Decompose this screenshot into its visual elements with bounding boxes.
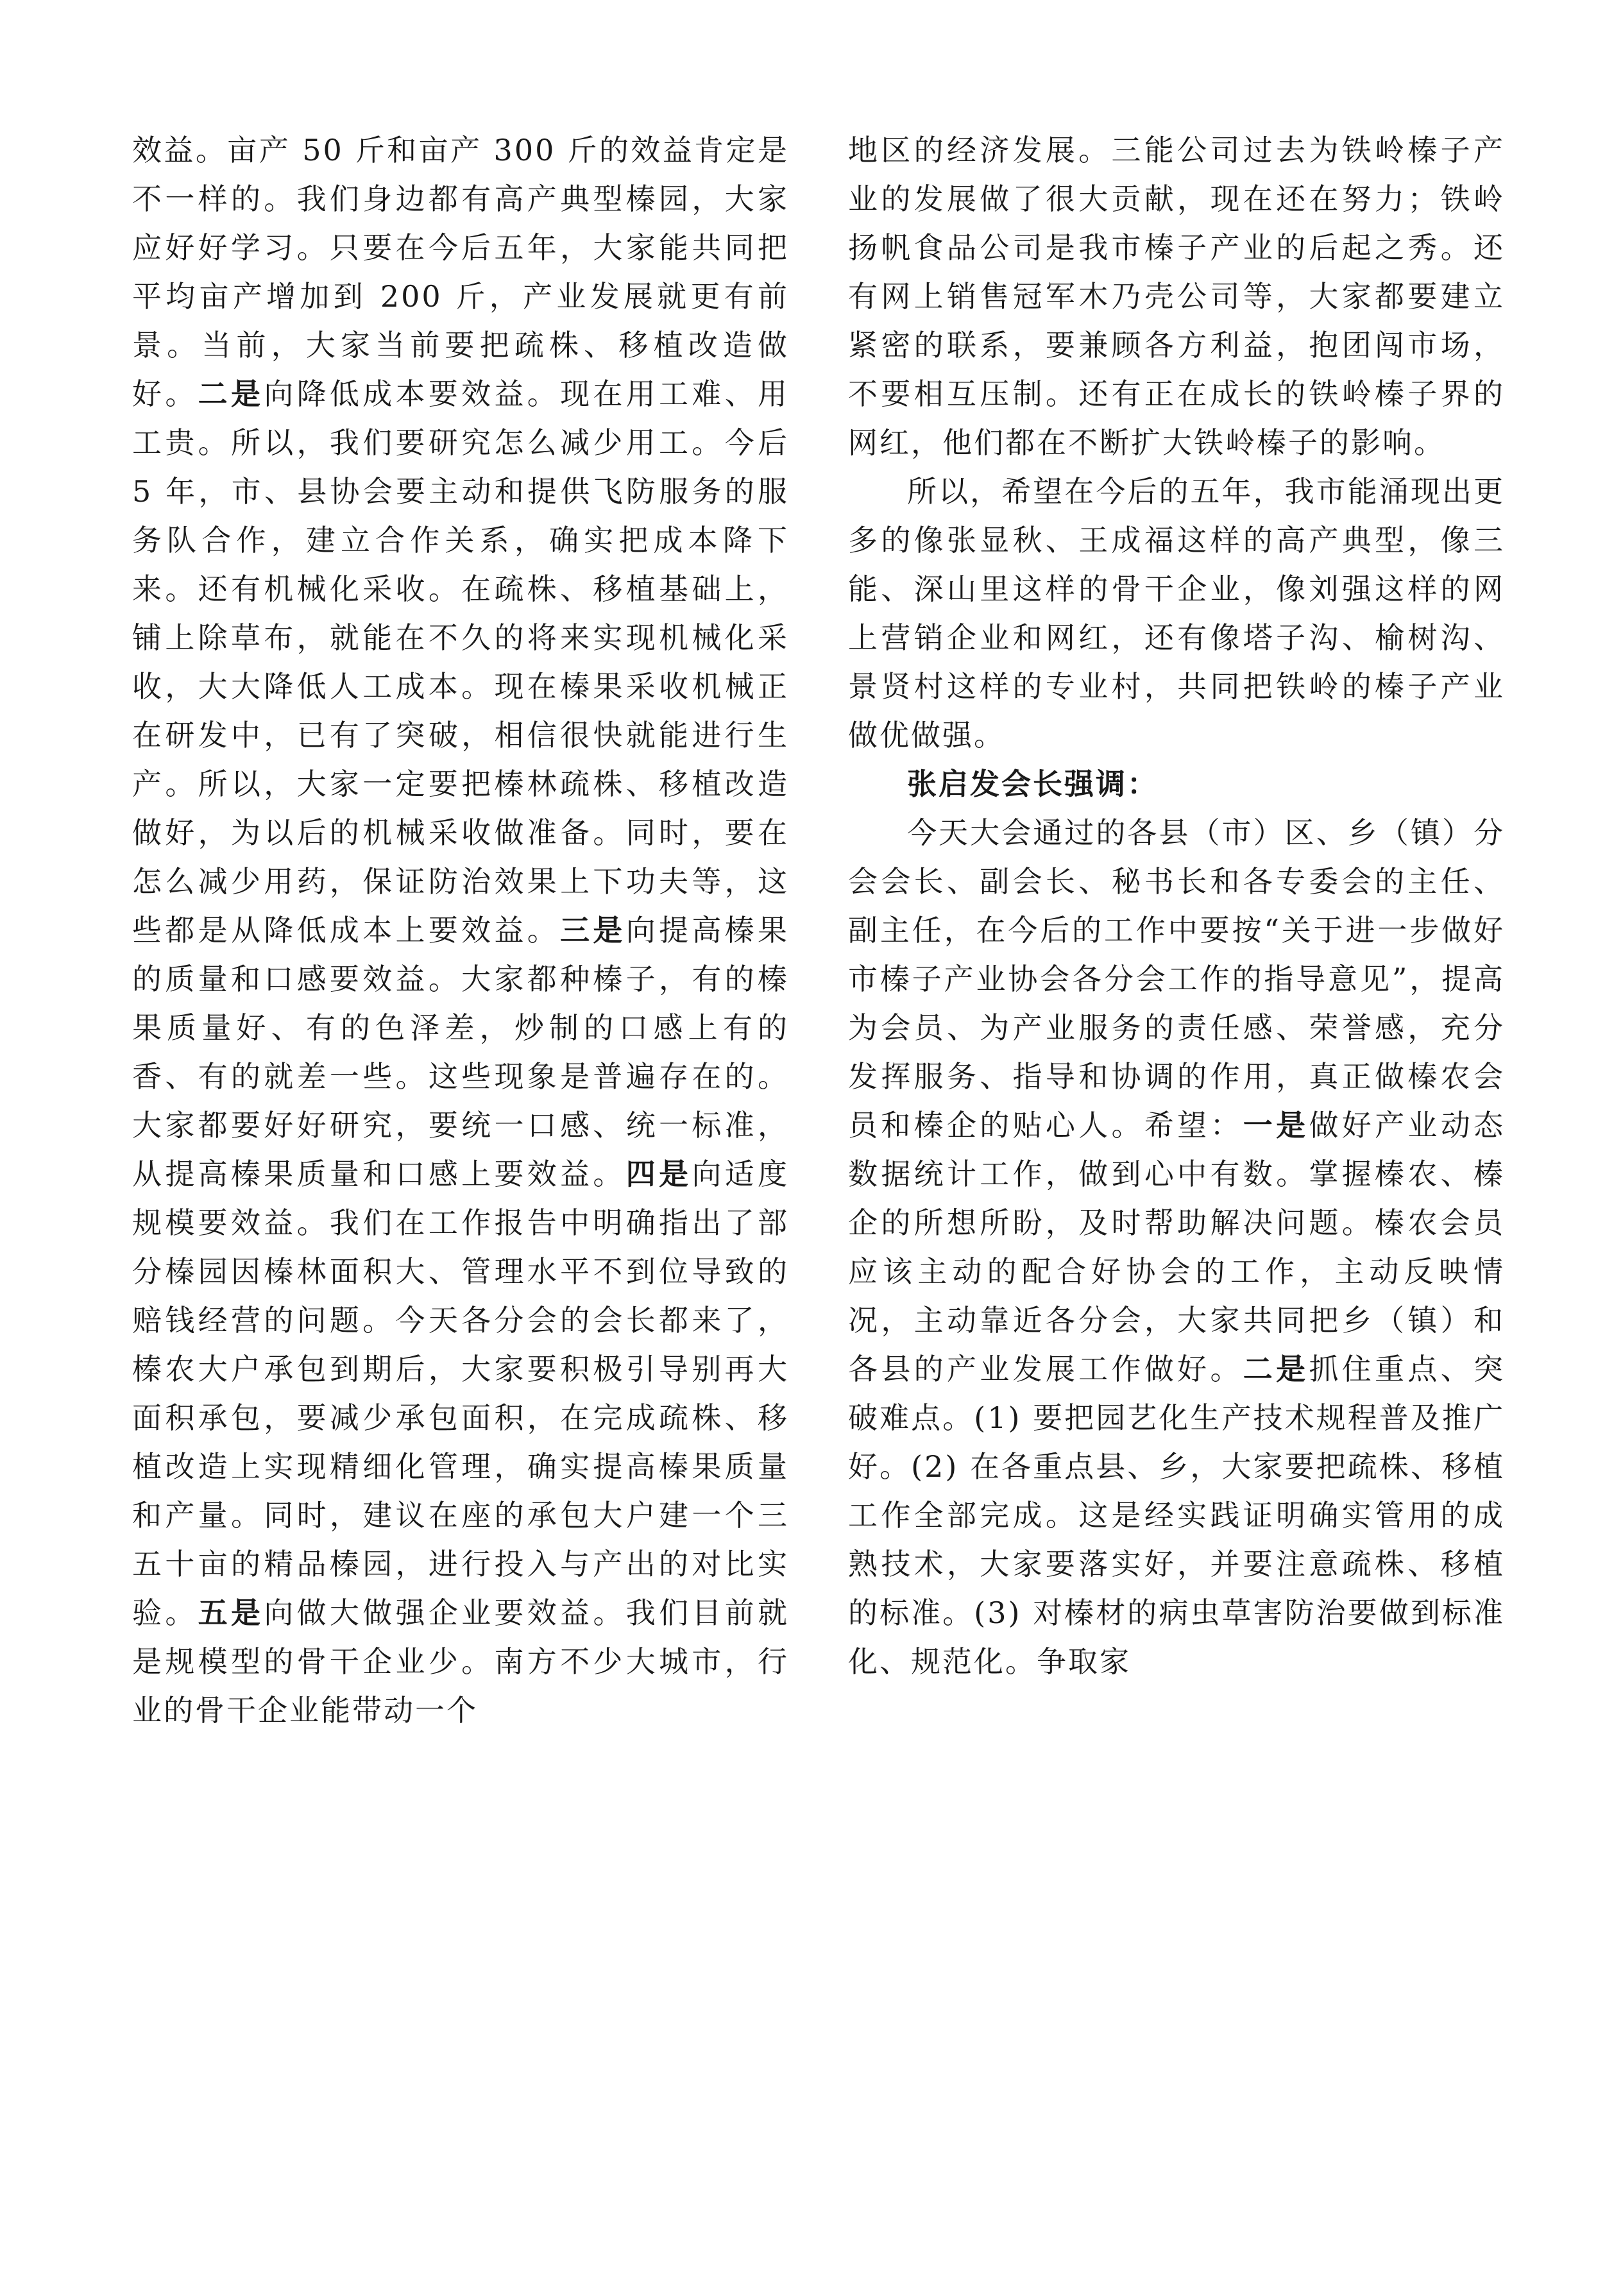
section-heading: 张启发会长强调： [907, 767, 1159, 801]
emphasis-label: 三是 [560, 913, 626, 948]
paragraph: 所以，希望在今后的五年，我市能涌现出更多的像张显秋、王成福这样的高产典型，像三能、深山里这样的骨干企业，像刘强这样的网上营销企业和网红，还有像塔子沟、榆树沟、景贤村这样的专业村，共同把铁岭的榛子产业做优做强。 [848, 474, 1505, 753]
right-column [848, 126, 1505, 1686]
paragraph-text: 效益。亩产 50 斤和亩产 300 斤的效益肯定是不一样的。我们身边都有高产典型榛园，大家应好好学习。只要在今后五年，大家能共同把平均亩产增加到 200 斤，产业发展就更有前景。当前，大家当前要把疏株、移植改造做好。 [132, 133, 789, 411]
emphasis-label: 二是 [198, 377, 264, 411]
paragraph-text: 抓住重点、突破难点。(1) 要把园艺化生产技术规程普及推广好。(2) 在各重点县、乡，大家要把疏株、移植工作全部完成。这是经实践证明确实管用的成熟技术，大家要落实好，并要注意疏株、移植的标准。(3) 对榛材的病虫草害防治要做到标准化、规范化。争取家 [848, 1352, 1506, 1679]
paragraph-text: 做好产业动态数据统计工作，做到心中有数。掌握榛农、榛企的所想所盼，及时帮助解决问题。榛农会员应该主动的配合好协会的工作，主动反映情况，主动靠近各分会，大家共同把乡（镇）和各县的产业发展工作做好。 [848, 1108, 1506, 1386]
paragraph [848, 808, 1505, 1686]
paragraph-text: 向提高榛果的质量和口感要效益。大家都种榛子，有的榛果质量好、有的色泽差，炒制的口感上有的香、有的就差一些。这些现象是普遍存在的。大家都要好好研究，要统一口感、统一标准，从提高榛果质量和口感上要效益。 [132, 913, 790, 1191]
emphasis-label: 二是 [1243, 1352, 1309, 1386]
paragraph-text: 向适度规模要效益。我们在工作报告中明确指出了部分榛园因榛林面积大、管理水平不到位导致的赔钱经营的问题。今天各分会的会长都来了，榛农大户承包到期后，大家要积极引导别再大面积承包，要减少承包面积，在完成疏株、移植改造上实现精细化管理，确实提高榛果质量和产量。同时，建议在座的承包大户建一个三五十亩的精品榛园，进行投入与产出的对比实验。 [132, 1157, 790, 1630]
paragraph: 地区的经济发展。三能公司过去为铁岭榛子产业的发展做了很大贡献，现在还在努力；铁岭扬帆食品公司是我市榛子产业的后起之秀。还有网上销售冠军木乃壳公司等，大家都要建立紧密的联系，要兼顾各方利益，抱团闯市场，不要相互压制。还有正在成长的铁岭榛子界的网红，他们都在不断扩大铁岭榛子的影响。 [848, 133, 1505, 460]
paragraph-text: 向降低成本要效益。现在用工难、用工贵。所以，我们要研究怎么减少用工。今后 5 年，市、县协会要主动和提供飞防服务的服务队合作，建立合作关系，确实把成本降下来。还有机械化采收。在疏株、移植基础上，铺上除草布，就能在不久的将来实现机械化采收，大大降低人工成本。现在榛果采收机械正在研发中，已有了突破，相信很快就能进行生产。所以，大家一定要把榛林疏株、移植改造做好，为以后的机械采收做准备。同时，要在怎么减少用药，保证防治效果上下功夫等，这些都是从降低成本上要效益。 [132, 377, 790, 948]
paragraph-text: 今天大会通过的各县（市）区、乡（镇）分会会长、副会长、秘书长和各专委会的主任、副主任，在今后的工作中要按“关于进一步做好市榛子产业协会各分会工作的指导意见”，提高为会员、为产业服务的责任感、荣誉感，充分发挥服务、指导和协调的作用，真正做榛农会员和榛企的贴心人。希望： [848, 815, 1505, 1143]
emphasis-label: 四是 [625, 1157, 692, 1191]
emphasis-label: 一是 [1243, 1108, 1309, 1143]
paragraph [132, 126, 789, 1735]
emphasis-label: 五是 [198, 1595, 264, 1630]
left-column [132, 126, 789, 1735]
paragraph-text: 向做大做强企业要效益。我们目前就是规模型的骨干企业少。南方不少大城市，行业的骨干企业能带动一个 [132, 1595, 790, 1728]
